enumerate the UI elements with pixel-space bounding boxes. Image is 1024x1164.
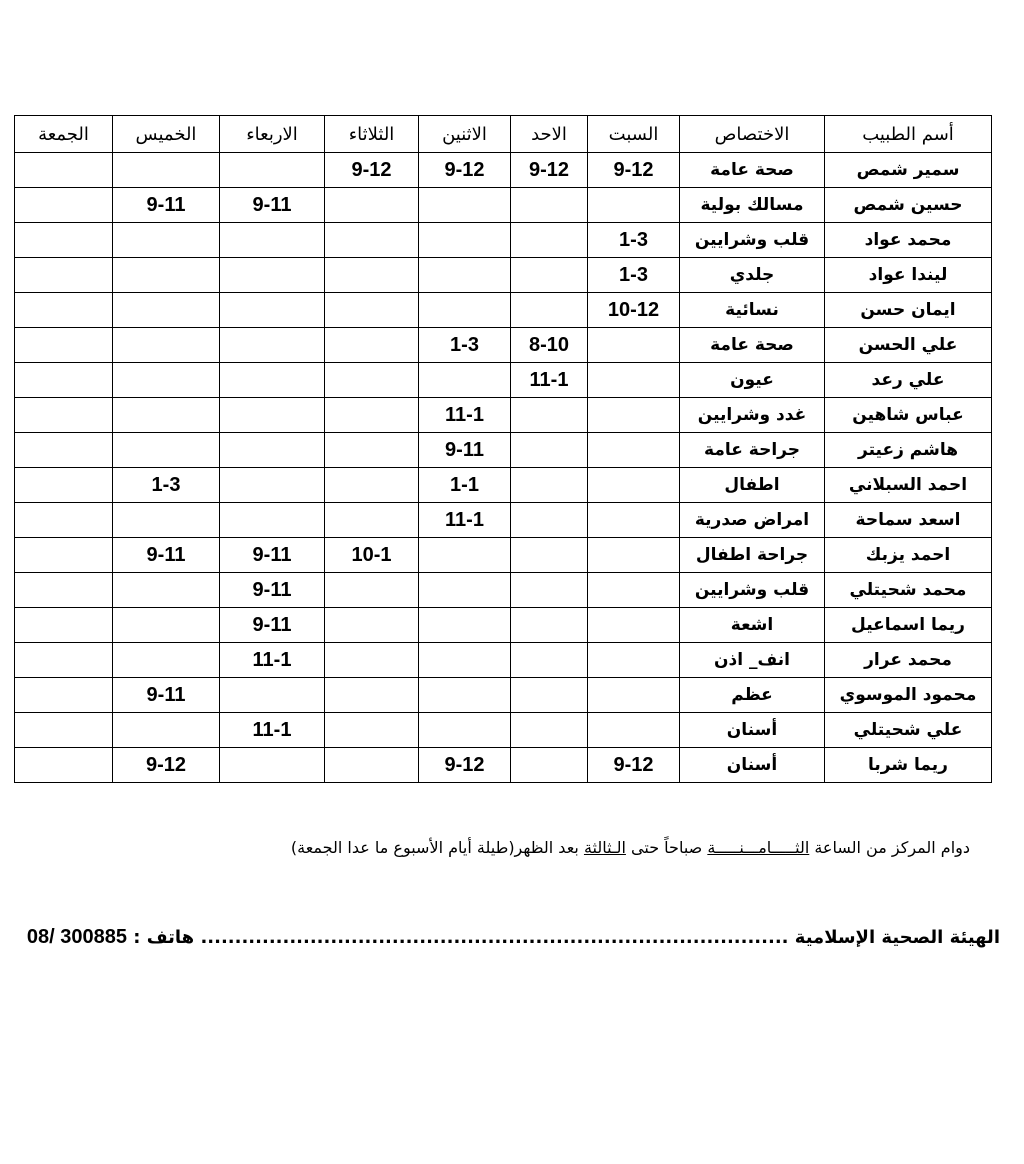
- schedule-time-cell: [220, 153, 325, 188]
- schedule-time-cell: [325, 608, 419, 643]
- table-row: [15, 748, 992, 783]
- table-row: [15, 538, 992, 573]
- schedule-time-cell: [15, 258, 113, 293]
- schedule-time-cell: [588, 433, 680, 468]
- table-body: [15, 153, 992, 783]
- schedule-time-cell: [15, 748, 113, 783]
- schedule-time-cell: [511, 223, 588, 258]
- specialty-cell: اطفال: [680, 468, 825, 503]
- schedule-time-cell: [588, 503, 680, 538]
- schedule-time-cell: [419, 188, 511, 223]
- schedule-time-cell: [419, 713, 511, 748]
- schedule-time-cell: [325, 363, 419, 398]
- clinic-schedule-table: [14, 115, 992, 783]
- table-row: [15, 363, 992, 398]
- schedule-time-cell: [15, 188, 113, 223]
- note-text-end: بعد الظهر(طيلة أيام الأسبوع ما عدا الجمعة): [290, 838, 584, 857]
- schedule-time-cell: 9-12: [419, 153, 511, 188]
- schedule-time-cell: 9-11: [220, 538, 325, 573]
- note-text-middle: صباحاً حتى: [625, 838, 708, 857]
- doctor-name-cell: عباس شاهين: [825, 398, 992, 433]
- schedule-time-cell: [220, 223, 325, 258]
- schedule-time-cell: [15, 398, 113, 433]
- schedule-time-cell: [15, 363, 113, 398]
- schedule-time-cell: [419, 363, 511, 398]
- schedule-time-cell: [220, 503, 325, 538]
- table-row: [15, 258, 992, 293]
- specialty-cell: عيون: [680, 363, 825, 398]
- schedule-time-cell: [588, 363, 680, 398]
- schedule-time-cell: 9-11: [220, 608, 325, 643]
- specialty-cell: قلب وشرايين: [680, 223, 825, 258]
- schedule-time-cell: 10-1: [325, 538, 419, 573]
- schedule-time-cell: [588, 468, 680, 503]
- schedule-time-cell: 9-12: [113, 748, 220, 783]
- schedule-time-cell: 9-11: [220, 188, 325, 223]
- schedule-time-cell: 9-11: [113, 188, 220, 223]
- table-row: [15, 293, 992, 328]
- specialty-cell: اشعة: [680, 608, 825, 643]
- note-three-oclock: الـثالثة: [583, 838, 626, 857]
- column-header: أسم الطبيب: [825, 116, 992, 153]
- schedule-time-cell: [325, 643, 419, 678]
- schedule-time-cell: [588, 713, 680, 748]
- specialty-cell: أسنان: [680, 713, 825, 748]
- schedule-time-cell: 1-1: [419, 468, 511, 503]
- schedule-time-cell: 1-3: [113, 468, 220, 503]
- schedule-time-cell: [511, 503, 588, 538]
- schedule-time-cell: [419, 258, 511, 293]
- table-row: [15, 503, 992, 538]
- schedule-time-cell: [113, 328, 220, 363]
- schedule-time-cell: [113, 258, 220, 293]
- doctor-name-cell: محمود الموسوي: [825, 678, 992, 713]
- table-row: [15, 328, 992, 363]
- schedule-time-cell: [220, 468, 325, 503]
- column-header: الاحد: [511, 116, 588, 153]
- doctor-name-cell: علي رعد: [825, 363, 992, 398]
- doctor-name-cell: احمد يزبك: [825, 538, 992, 573]
- schedule-time-cell: [220, 678, 325, 713]
- schedule-time-cell: [113, 153, 220, 188]
- schedule-time-cell: [325, 713, 419, 748]
- table-row: [15, 573, 992, 608]
- doctor-name-cell: اسعد سماحة: [825, 503, 992, 538]
- doctor-name-cell: ليندا عواد: [825, 258, 992, 293]
- specialty-cell: غدد وشرايين: [680, 398, 825, 433]
- schedule-time-cell: 9-11: [220, 573, 325, 608]
- schedule-time-cell: [325, 258, 419, 293]
- schedule-time-cell: 11-1: [419, 503, 511, 538]
- table-row: [15, 223, 992, 258]
- column-header: الثلاثاء: [325, 116, 419, 153]
- schedule-time-cell: 8-10: [511, 328, 588, 363]
- schedule-time-cell: [15, 433, 113, 468]
- schedule-time-cell: [15, 608, 113, 643]
- schedule-time-cell: [325, 573, 419, 608]
- schedule-time-cell: [325, 678, 419, 713]
- organization-name: الهيئة الصحية الإسلامية: [794, 927, 1000, 948]
- schedule-time-cell: [511, 643, 588, 678]
- schedule-time-cell: 1-3: [588, 223, 680, 258]
- schedule-time-cell: 9-12: [419, 748, 511, 783]
- schedule-time-cell: [511, 573, 588, 608]
- schedule-time-cell: [113, 398, 220, 433]
- schedule-time-cell: [588, 608, 680, 643]
- note-eight-oclock: الثـــــامـــنـــــة: [707, 838, 810, 857]
- column-header: الخميس: [113, 116, 220, 153]
- doctor-name-cell: محمد عواد: [825, 223, 992, 258]
- schedule-time-cell: [220, 748, 325, 783]
- schedule-time-cell: 9-12: [325, 153, 419, 188]
- schedule-time-cell: [511, 433, 588, 468]
- specialty-cell: قلب وشرايين: [680, 573, 825, 608]
- schedule-time-cell: [15, 713, 113, 748]
- schedule-time-cell: 11-1: [511, 363, 588, 398]
- doctor-name-cell: ايمان حسن: [825, 293, 992, 328]
- schedule-time-cell: [511, 608, 588, 643]
- schedule-time-cell: [419, 538, 511, 573]
- table-row: [15, 643, 992, 678]
- schedule-time-cell: [419, 608, 511, 643]
- schedule-time-cell: [220, 293, 325, 328]
- table-row: [15, 713, 992, 748]
- schedule-time-cell: [15, 293, 113, 328]
- schedule-time-cell: [511, 748, 588, 783]
- schedule-time-cell: [511, 468, 588, 503]
- schedule-time-cell: [419, 678, 511, 713]
- schedule-time-cell: [511, 398, 588, 433]
- table-row: [15, 608, 992, 643]
- schedule-time-cell: [325, 748, 419, 783]
- schedule-time-cell: 9-12: [588, 153, 680, 188]
- schedule-time-cell: [325, 328, 419, 363]
- schedule-time-cell: [588, 328, 680, 363]
- schedule-time-cell: [325, 293, 419, 328]
- schedule-time-cell: [419, 573, 511, 608]
- schedule-time-cell: [15, 153, 113, 188]
- specialty-cell: جراحة اطفال: [680, 538, 825, 573]
- table-row: [15, 678, 992, 713]
- schedule-time-cell: [113, 713, 220, 748]
- schedule-time-cell: [113, 573, 220, 608]
- column-header: الجمعة: [15, 116, 113, 153]
- schedule-time-cell: [511, 293, 588, 328]
- footer-line: [26, 926, 1000, 949]
- schedule-time-cell: [511, 713, 588, 748]
- schedule-time-cell: [511, 678, 588, 713]
- column-header: الاربعاء: [220, 116, 325, 153]
- schedule-time-cell: [113, 503, 220, 538]
- table-row: [15, 433, 992, 468]
- schedule-time-cell: [15, 503, 113, 538]
- note-text-start: دوام المركز من الساعة: [809, 838, 970, 857]
- schedule-time-cell: [113, 223, 220, 258]
- schedule-time-cell: [588, 678, 680, 713]
- specialty-cell: جراحة عامة: [680, 433, 825, 468]
- schedule-time-cell: [15, 678, 113, 713]
- specialty-cell: عظم: [680, 678, 825, 713]
- schedule-time-cell: [511, 538, 588, 573]
- schedule-time-cell: 11-1: [419, 398, 511, 433]
- column-header: الاختصاص: [680, 116, 825, 153]
- schedule-time-cell: 9-12: [588, 748, 680, 783]
- schedule-time-cell: 11-1: [220, 643, 325, 678]
- doctor-name-cell: احمد السبلاني: [825, 468, 992, 503]
- schedule-time-cell: 9-11: [113, 678, 220, 713]
- schedule-time-cell: [15, 223, 113, 258]
- specialty-cell: صحة عامة: [680, 328, 825, 363]
- specialty-cell: نسائية: [680, 293, 825, 328]
- specialty-cell: امراض صدرية: [680, 503, 825, 538]
- column-header: السبت: [588, 116, 680, 153]
- schedule-time-cell: [113, 363, 220, 398]
- schedule-time-cell: [15, 573, 113, 608]
- specialty-cell: صحة عامة: [680, 153, 825, 188]
- doctor-name-cell: علي شحيتلي: [825, 713, 992, 748]
- schedule-time-cell: [419, 293, 511, 328]
- schedule-time-cell: [325, 223, 419, 258]
- specialty-cell: جلدي: [680, 258, 825, 293]
- schedule-time-cell: [588, 188, 680, 223]
- phone-number: 08/ 300885: [26, 926, 127, 948]
- schedule-time-cell: [113, 608, 220, 643]
- schedule-time-cell: [113, 643, 220, 678]
- schedule-time-cell: [220, 433, 325, 468]
- doctor-name-cell: سمير شمص: [825, 153, 992, 188]
- doctor-name-cell: حسين شمص: [825, 188, 992, 223]
- doctor-name-cell: ريما شربا: [825, 748, 992, 783]
- schedule-time-cell: [220, 258, 325, 293]
- specialty-cell: مسالك بولية: [680, 188, 825, 223]
- schedule-time-cell: [113, 433, 220, 468]
- doctor-name-cell: علي الحسن: [825, 328, 992, 363]
- doctor-name-cell: محمد عرار: [825, 643, 992, 678]
- specialty-cell: انف_ اذن: [680, 643, 825, 678]
- schedule-time-cell: [15, 643, 113, 678]
- schedule-time-cell: [220, 363, 325, 398]
- footer-dots: ......................................................................................: [200, 927, 789, 948]
- schedule-time-cell: [511, 188, 588, 223]
- schedule-time-cell: [588, 398, 680, 433]
- column-header: الاثنين: [419, 116, 511, 153]
- table-row: [15, 398, 992, 433]
- schedule-time-cell: [325, 188, 419, 223]
- table-row: [15, 153, 992, 188]
- schedule-time-cell: 1-3: [588, 258, 680, 293]
- schedule-time-cell: [325, 468, 419, 503]
- schedule-time-cell: [511, 258, 588, 293]
- specialty-cell: أسنان: [680, 748, 825, 783]
- schedule-time-cell: [325, 398, 419, 433]
- schedule-time-cell: 9-11: [113, 538, 220, 573]
- schedule-time-cell: [325, 433, 419, 468]
- table-row: [15, 468, 992, 503]
- schedule-time-cell: 1-3: [419, 328, 511, 363]
- schedule-time-cell: [220, 398, 325, 433]
- schedule-time-cell: [113, 293, 220, 328]
- schedule-time-cell: [15, 538, 113, 573]
- table-row: [15, 188, 992, 223]
- doctor-name-cell: هاشم زعيتر: [825, 433, 992, 468]
- schedule-time-cell: 11-1: [220, 713, 325, 748]
- phone-label: هاتف :: [127, 927, 201, 948]
- doctor-name-cell: محمد شحيتلي: [825, 573, 992, 608]
- center-hours-note: [120, 838, 970, 857]
- schedule-time-cell: 10-12: [588, 293, 680, 328]
- schedule-time-cell: [325, 503, 419, 538]
- schedule-time-cell: [419, 643, 511, 678]
- schedule-time-cell: 9-12: [511, 153, 588, 188]
- doctor-name-cell: ريما اسماعيل: [825, 608, 992, 643]
- schedule-time-cell: [588, 573, 680, 608]
- schedule-time-cell: [15, 328, 113, 363]
- table-header-row: [15, 116, 992, 153]
- schedule-time-cell: [588, 538, 680, 573]
- schedule-time-cell: [419, 223, 511, 258]
- schedule-time-cell: 9-11: [419, 433, 511, 468]
- schedule-time-cell: [220, 328, 325, 363]
- schedule-time-cell: [588, 643, 680, 678]
- schedule-time-cell: [15, 468, 113, 503]
